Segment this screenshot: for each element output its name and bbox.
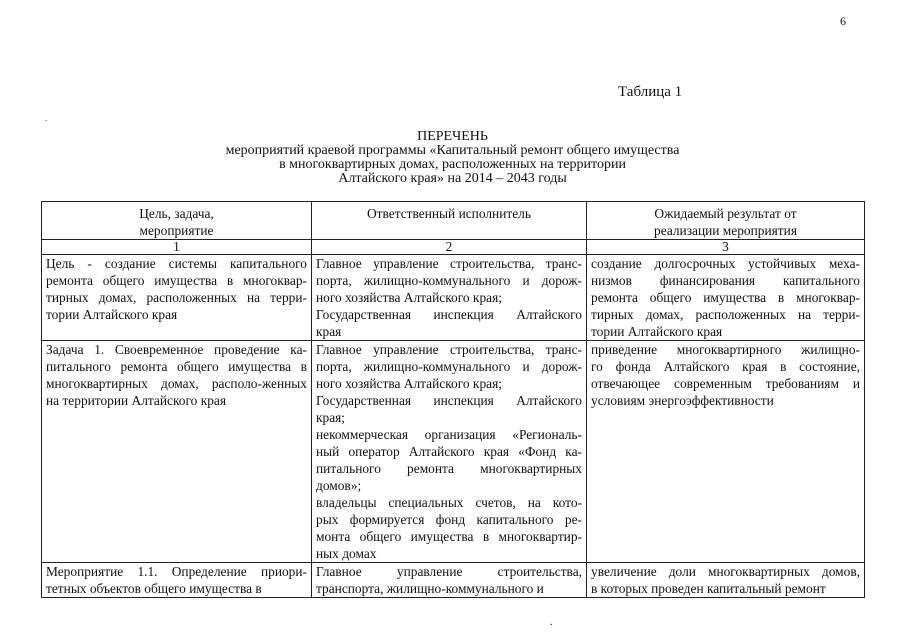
cell-executor xyxy=(312,255,587,341)
title-line-2: мероприятий краевой программы «Капитальный ремонт общего имущества xyxy=(225,143,680,158)
cell-goal xyxy=(42,563,312,598)
measures-table xyxy=(41,201,865,598)
cell-text-line: тории Алтайского края xyxy=(46,307,178,322)
table-row xyxy=(42,255,865,341)
title-line-1: ПЕРЕЧЕНЬ xyxy=(417,129,488,144)
cell-text-line: рых формируется фонд капитального ре- xyxy=(316,512,582,527)
cell-text-line: на территории Алтайского края xyxy=(46,393,227,408)
cell-text-line: владельцы специальных счетов, на кото- xyxy=(316,495,582,510)
page-number: 6 xyxy=(840,14,846,28)
column-number: 3 xyxy=(587,240,865,255)
cell-text-line: порта, жилищно-коммунального и дорож- xyxy=(316,273,582,288)
scan-mark: . xyxy=(550,617,553,628)
cell-text-line: Цель - создание системы капитального xyxy=(46,256,307,271)
cell-executor xyxy=(312,341,587,563)
cell-text-line: в которых проведен капитальный ремонт xyxy=(591,581,826,596)
cell-text-line: Главное управление строительства, xyxy=(316,564,582,579)
column-number-row xyxy=(42,240,865,255)
cell-text-line: монта общего имущества в многоквартир- xyxy=(316,529,582,544)
cell-text-line: го фонда Алтайского края в состояние, xyxy=(591,359,860,374)
title-line-4: Алтайского края» на 2014 – 2043 годы xyxy=(338,171,567,186)
cell-text-line: отвечающее современным требованиям и xyxy=(591,376,860,391)
cell-text-line: домов»; xyxy=(316,478,362,493)
cell-text-line: Государственная инспекция Алтайского xyxy=(316,307,582,322)
cell-executor xyxy=(312,563,587,598)
scan-mark: . xyxy=(45,114,47,123)
cell-text-line: ных домах xyxy=(316,546,377,561)
cell-text-line: тирных домах, расположенных на терри- xyxy=(46,290,307,305)
cell-goal xyxy=(42,255,312,341)
cell-text-line: Главное управление строительства, транс- xyxy=(316,256,582,271)
cell-text-line: условиям энергоэффективности xyxy=(591,393,774,408)
cell-result xyxy=(587,341,865,563)
cell-result xyxy=(587,563,865,598)
document-title xyxy=(160,130,745,186)
cell-text-line: ного хозяйства Алтайского края; xyxy=(316,376,502,391)
cell-text-line: ремонта общего имущества в многоквар- xyxy=(591,290,860,305)
cell-text-line: Государственная инспекция Алтайского xyxy=(316,393,582,408)
cell-text-line: питального ремонта общего имущества в xyxy=(46,359,307,374)
cell-goal xyxy=(42,341,312,563)
header-result: Ожидаемый результат от реализации мероприятия xyxy=(587,202,865,240)
cell-text-line: края xyxy=(316,324,342,339)
cell-text-line: ного хозяйства Алтайского края; xyxy=(316,290,502,305)
cell-text-line: Задача 1. Своевременное проведение ка- xyxy=(46,342,307,357)
cell-text-line: ный оператор Алтайского края «Фонд ка- xyxy=(316,444,582,459)
cell-text-line: питального ремонта многоквартирных xyxy=(316,461,582,476)
cell-text-line: низмов финансирования капитального xyxy=(591,273,860,288)
table-label: Таблица 1 xyxy=(618,84,683,100)
cell-text-line: края; xyxy=(316,410,346,425)
cell-text-line: порта, жилищно-коммунального и дорож- xyxy=(316,359,582,374)
table-header-row xyxy=(42,202,865,240)
cell-text-line: некоммерческая организация «Региональ- xyxy=(316,427,582,442)
cell-text-line: ремонта общего имущества в многоквар- xyxy=(46,273,307,288)
column-number: 2 xyxy=(312,240,587,255)
cell-text-line: приведение многоквартирного жилищно- xyxy=(591,342,860,357)
title-line-3: в многоквартирных домах, расположенных на территории xyxy=(279,157,626,172)
table-row xyxy=(42,341,865,563)
cell-text-line: Главное управление строительства, транс- xyxy=(316,342,582,357)
cell-text-line: тетных объектов общего имущества в xyxy=(46,581,262,596)
cell-result xyxy=(587,255,865,341)
column-number: 1 xyxy=(42,240,312,255)
cell-text-line: тирных домах, расположенных на терри- xyxy=(591,307,860,322)
header-goal: Цель, задача, мероприятие xyxy=(42,202,312,240)
cell-text-line: Мероприятие 1.1. Определение приори- xyxy=(46,564,307,579)
cell-text-line: увеличение доли многоквартирных домов, xyxy=(591,564,860,579)
header-executor: Ответственный исполнитель xyxy=(312,202,587,240)
cell-text-line: многоквартирных домах, располо-женных xyxy=(46,376,307,391)
cell-text-line: создание долгосрочных устойчивых меха- xyxy=(591,256,860,271)
cell-text-line: транспорта, жилищно-коммунального и xyxy=(316,581,544,596)
cell-text-line: тории Алтайского края xyxy=(591,324,723,339)
table-row xyxy=(42,563,865,598)
